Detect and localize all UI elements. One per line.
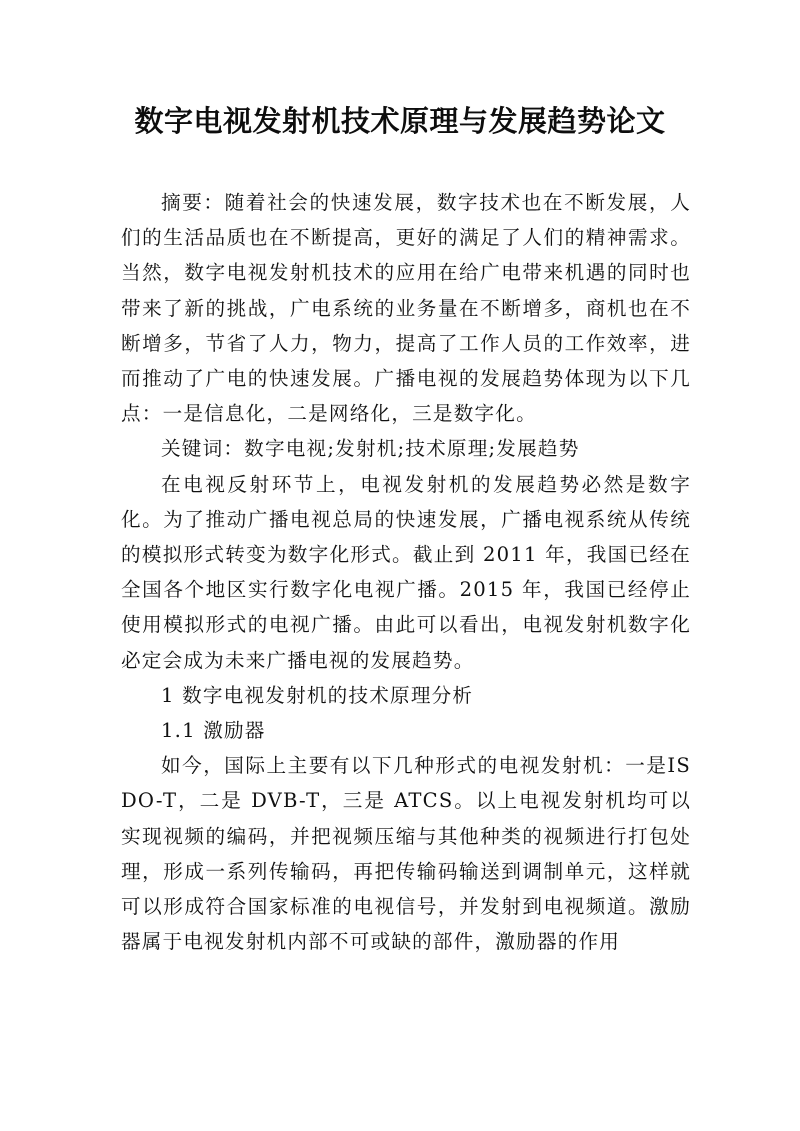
section-heading-1: 1 数字电视发射机的技术原理分析 xyxy=(161,683,474,707)
intro-paragraph: 在电视反射环节上，电视发射机的发展趋势必然是数字化。为了推动广播电视总局的快速发展，广播电视系统从传统的模拟形式转变为数字化形式。截止到 2011 年，我国已经在全国各个地区实行数字化电视广播。2015 年，我国已经停止使用模拟形式的电视广播。由此可以看出，电视发射机数字化必定会成为未来广播电视的发展趋势。 xyxy=(121,472,691,672)
body-paragraph: 如今，国际上主要有以下几种形式的电视发射机：一是ISDO-T，二是 DVB-T，三是 ATCS。以上电视发射机均可以实现视频的编码，并把视频压缩与其他种类的视频进行打包处理，形成一系列传输码，再把传输码输送到调制单元，这样就可以形成符合国家标准的电视信号，并发射到电视频道。激励器属于电视发射机内部不可或缺的部件，激励器的作用 xyxy=(121,754,691,954)
abstract-paragraph: 摘要：随着社会的快速发展，数字技术也在不断发展，人们的生活品质也在不断提高，更好的满足了人们的精神需求。当然，数字电视发射机技术的应用在给广电带来机遇的同时也带来了新的挑战，广电系统的业务量在不断增多，商机也在不断增多，节省了人力，物力，提高了工作人员的工作效率，进而推动了广电的快速发展。广播电视的发展趋势体现为以下几点：一是信息化，二是网络化，三是数字化。 xyxy=(121,191,691,426)
keywords-paragraph: 关键词：数字电视;发射机;技术原理;发展趋势 xyxy=(161,437,580,461)
subsection-heading-1-1: 1.1 激励器 xyxy=(161,719,266,743)
document-body xyxy=(121,185,691,959)
document-title: 数字电视发射机技术原理与发展趋势论文 xyxy=(134,104,666,138)
